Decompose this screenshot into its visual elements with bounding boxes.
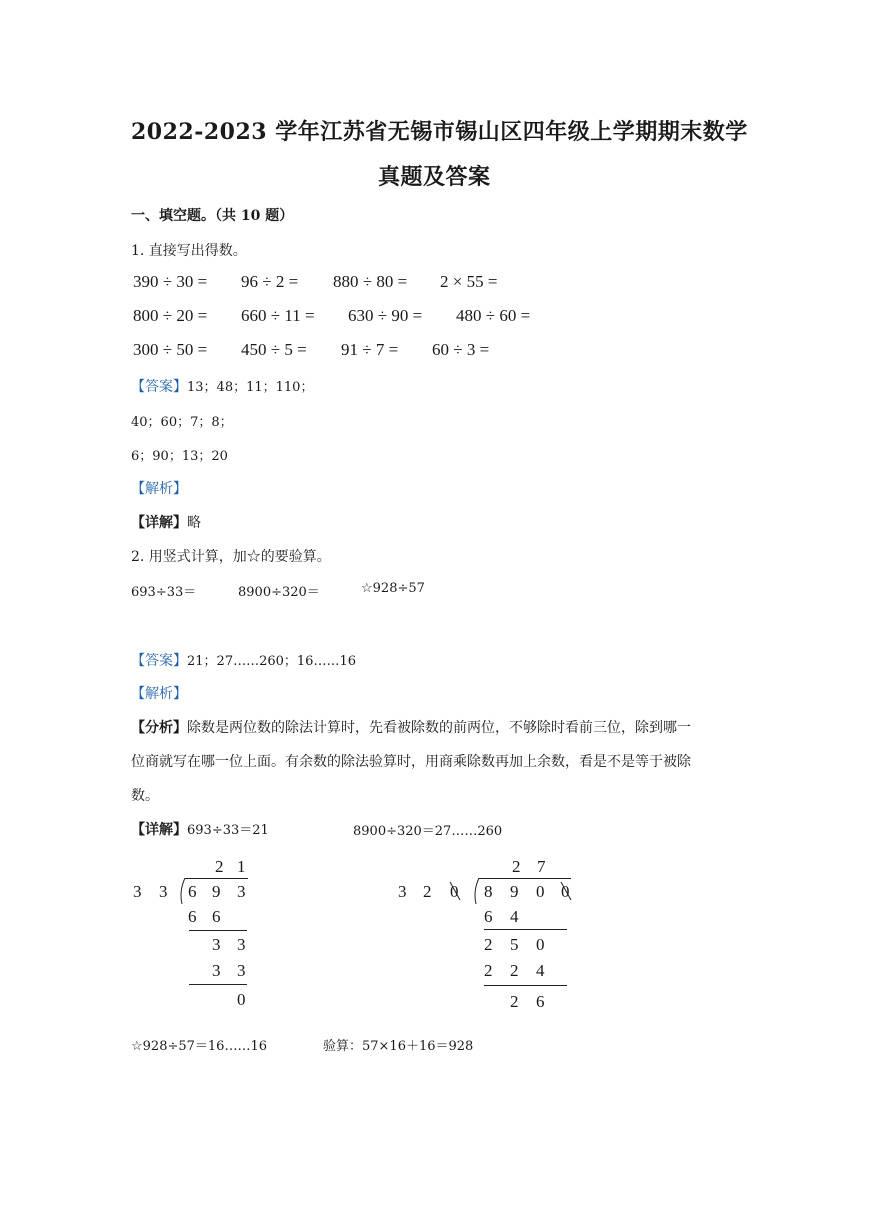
q1-analysis-label: 【解析】	[131, 481, 187, 497]
ld1-quotient-digit: 2	[215, 857, 224, 876]
q1-expr: 660 ÷ 11 =	[241, 306, 315, 325]
q2-check-eq: 验算：57×16＋16＝928	[323, 1039, 474, 1054]
ld1-step-digit: 6	[212, 907, 221, 926]
ld2-dividend-digit: 0	[561, 882, 570, 901]
q1-expr: 300 ÷ 50 =	[133, 340, 208, 359]
ld2-step-digit: 5	[510, 935, 519, 954]
answer-text: 13；48；11；110；	[187, 380, 314, 395]
page-title: 2022-2023 学年江苏省无锡市锡山区四年级上学期期末数学	[131, 119, 748, 145]
ld2-strike-mark	[448, 880, 462, 902]
fenxi-text: 除数是两位数的除法计算时，先看被除数的前两位，不够除时看前三位，除到哪一	[187, 720, 691, 736]
question-1-prompt: 1. 直接写出得数。	[131, 243, 247, 259]
q1-expr: 96 ÷ 2 =	[241, 272, 299, 291]
q1-expr: 800 ÷ 20 =	[133, 306, 208, 325]
q1-expr: 880 ÷ 80 =	[333, 272, 408, 291]
q1-answer-line: 40；60；7；8；	[131, 415, 233, 430]
ld2-step-digit: 0	[536, 935, 545, 954]
ld2-dividend-digit: 8	[484, 882, 493, 901]
q2-final-eq: ☆928÷57＝16……16	[131, 1039, 267, 1054]
page-subtitle: 真题及答案	[378, 164, 491, 190]
ld2-remainder-digit: 2	[510, 992, 519, 1011]
ld1-rule	[189, 984, 247, 985]
q1-expr: 60 ÷ 3 =	[432, 340, 490, 359]
ld1-dividend-digit: 6	[188, 882, 197, 901]
question-2-prompt: 2. 用竖式计算，加☆的要验算。	[131, 549, 331, 565]
ld2-divisor-digit: 2	[423, 882, 432, 901]
ld1-dividend-digit: 9	[212, 882, 221, 901]
ld1-remainder: 0	[237, 990, 246, 1009]
ld1-bracket	[178, 878, 188, 904]
ld2-bracket	[472, 878, 482, 904]
answer-text: 21；27……260；16……16	[187, 654, 356, 669]
q1-detail	[131, 512, 201, 532]
ld2-step-digit: 6	[484, 907, 493, 926]
section-heading: 一、填空题。（共 10 题）	[131, 208, 294, 224]
ld2-step-digit: 2	[510, 961, 519, 980]
q1-answer-line: 6；90；13；20	[131, 449, 228, 464]
ld2-remainder-digit: 6	[536, 992, 545, 1011]
ld2-divisor-digit: 0	[450, 882, 459, 901]
q2-fenxi-line: 数。	[131, 788, 159, 804]
ld1-dividend-digit: 3	[237, 882, 246, 901]
q1-expr: 2 × 55 =	[440, 272, 498, 291]
q2-fenxi	[131, 717, 691, 737]
ld1-divisor-digit: 3	[133, 882, 142, 901]
ld1-divisor-digit: 3	[159, 882, 168, 901]
q1-expr: 630 ÷ 90 =	[348, 306, 423, 325]
q1-expr: 91 ÷ 7 =	[341, 340, 399, 359]
detail-label: 【详解】	[131, 515, 187, 531]
q1-expr: 480 ÷ 60 =	[456, 306, 531, 325]
answer-label: 【答案】	[131, 379, 187, 395]
detail-label: 【详解】	[131, 822, 187, 838]
q1-expr: 390 ÷ 30 =	[133, 272, 208, 291]
ld1-step-digit: 3	[212, 935, 221, 954]
q2-analysis-label: 【解析】	[131, 686, 187, 702]
ld2-bar	[479, 878, 571, 879]
q1-answer	[131, 376, 313, 396]
detail-eq: 693÷33＝21	[187, 823, 269, 838]
ld1-bar	[185, 878, 248, 879]
q2-fenxi-line: 位商就写在哪一位上面。有余数的除法验算时，用商乘除数再加上余数，看是不是等于被除	[131, 754, 691, 770]
q1-expr: 450 ÷ 5 =	[241, 340, 307, 359]
ld1-step-digit: 3	[212, 961, 221, 980]
ld1-quotient-digit: 1	[237, 857, 246, 876]
ld2-divisor-digit: 3	[398, 882, 407, 901]
ld1-step-digit: 3	[237, 961, 246, 980]
fenxi-label: 【分析】	[131, 720, 187, 736]
ld2-rule	[484, 985, 567, 986]
ld1-rule	[189, 930, 247, 931]
ld2-rule	[484, 929, 567, 930]
ld2-quotient-digit: 7	[537, 857, 546, 876]
ld2-step-digit: 4	[510, 907, 519, 926]
answer-label: 【答案】	[131, 653, 187, 669]
ld2-quotient-digit: 2	[512, 857, 521, 876]
ld2-dividend-digit: 0	[536, 882, 545, 901]
q2-problem: 693÷33＝	[131, 585, 197, 600]
q2-detail	[131, 819, 269, 839]
ld2-step-digit: 2	[484, 961, 493, 980]
q2-answer	[131, 650, 356, 670]
ld2-dividend-digit: 9	[510, 882, 519, 901]
ld2-step-digit: 4	[536, 961, 545, 980]
q2-problem: 8900÷320＝	[238, 585, 320, 600]
ld2-strike-mark	[559, 880, 573, 902]
ld1-step-digit: 3	[237, 935, 246, 954]
q2-problem: ☆928÷57	[361, 581, 425, 596]
ld1-step-digit: 6	[188, 907, 197, 926]
ld2-step-digit: 2	[484, 935, 493, 954]
q2-detail-eq: 8900÷320＝27……260	[353, 824, 503, 839]
detail-text: 略	[187, 515, 201, 531]
